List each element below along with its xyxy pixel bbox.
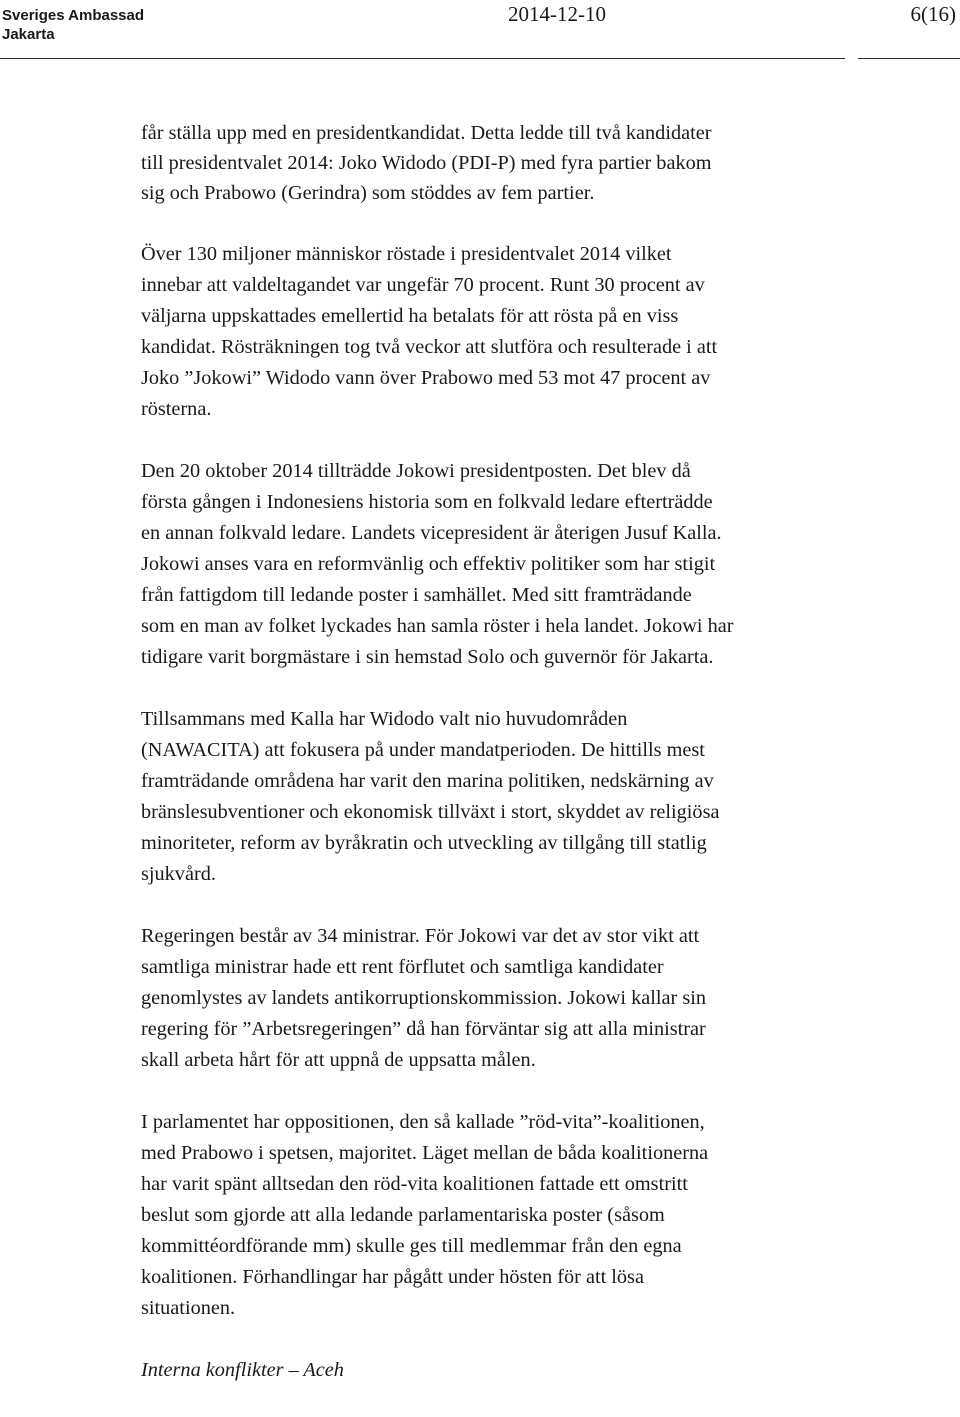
text-line: Jokowi anses vara en reformvänlig och effektiv politiker som har stigit xyxy=(141,553,716,575)
document-date: 2014-12-10 xyxy=(508,2,606,26)
text-line: Den 20 oktober 2014 tillträdde Jokowi presidentposten. Det blev då xyxy=(141,460,691,482)
text-line: genomlystes av landets antikorruptionskommission. Jokowi kallar sin xyxy=(141,987,707,1009)
document-body xyxy=(141,118,846,1417)
text-line: samtliga ministrar hade ett rent förflutet och samtliga kandidater xyxy=(141,956,664,978)
text-line: innebar att valdeltagandet var ungefär 70 procent. Runt 30 procent av xyxy=(141,274,705,296)
text-line: kandidat. Rösträkningen tog två veckor att slutföra och resulterade i att xyxy=(141,336,718,358)
page-number: 6(16) xyxy=(910,2,956,26)
text-line: sig och Prabowo (Gerindra) som stöddes av fem partier. xyxy=(141,182,595,204)
text-line: Joko ”Jokowi” Widodo vann över Prabowo med 53 mot 47 procent av xyxy=(141,367,711,389)
text-line: väljarna uppskattades emellertid ha betalats för att rösta på en viss xyxy=(141,305,679,327)
paragraph-3 xyxy=(141,456,846,673)
header-divider xyxy=(0,58,845,59)
text-line: Regeringen består av 34 ministrar. För Jokowi var det av stor vikt att xyxy=(141,925,700,947)
text-line: får ställa upp med en presidentkandidat. Detta ledde till två kandidater xyxy=(141,122,712,144)
paragraph-6 xyxy=(141,1107,846,1324)
org-name: Sveriges Ambassad xyxy=(2,7,145,24)
sender-organization xyxy=(2,6,144,44)
text-line: koalitionen. Förhandlingar har pågått under hösten för att lösa xyxy=(141,1266,644,1288)
text-line: situationen. xyxy=(141,1297,236,1319)
text-line: skall arbeta hårt för att uppnå de uppsatta målen. xyxy=(141,1049,536,1071)
text-line: från fattigdom till ledande poster i samhället. Med sitt framträdande xyxy=(141,584,692,606)
text-line: framträdande områdena har varit den marina politiken, nedskärning av xyxy=(141,770,714,792)
text-line: en annan folkvald ledare. Landets vicepresident är återigen Jusuf Kalla. xyxy=(141,522,722,544)
paragraph-1 xyxy=(141,118,846,208)
text-line: första gången i Indonesiens historia som en folkvald ledare efterträdde xyxy=(141,491,713,513)
paragraph-4 xyxy=(141,704,846,890)
text-line: har varit spänt alltsedan den röd-vita koalitionen fattade ett omstritt xyxy=(141,1173,688,1195)
text-line: beslut som gjorde att alla ledande parlamentariska poster (såsom xyxy=(141,1204,665,1226)
text-line: kommittéordförande mm) skulle ges till medlemmar från den egna xyxy=(141,1235,682,1257)
text-line: sjukvård. xyxy=(141,863,216,885)
section-heading: Interna konflikter – Aceh xyxy=(141,1359,344,1381)
text-line: minoriteter, reform av byråkratin och utveckling av tillgång till statlig xyxy=(141,832,707,854)
text-line: till presidentvalet 2014: Joko Widodo (PDI-P) med fyra partier bakom xyxy=(141,152,712,174)
text-line: (NAWACITA) att fokusera på under mandatperioden. De hittills mest xyxy=(141,739,705,761)
text-line: I parlamentet har oppositionen, den så kallade ”röd-vita”-koalitionen, xyxy=(141,1111,705,1133)
page-header xyxy=(0,0,960,60)
text-line: regering för ”Arbetsregeringen” då han förväntar sig att alla ministrar xyxy=(141,1018,706,1040)
paragraph-2 xyxy=(141,239,846,425)
text-line: bränslesubventioner och ekonomisk tillväxt i stort, skyddet av religiösa xyxy=(141,801,720,823)
text-line: som en man av folket lyckades han samla röster i hela landet. Jokowi har xyxy=(141,615,734,637)
text-line: rösterna. xyxy=(141,398,212,420)
header-divider-right xyxy=(858,58,960,59)
paragraph-5 xyxy=(141,921,846,1076)
text-line: med Prabowo i spetsen, majoritet. Läget mellan de båda koalitionerna xyxy=(141,1142,709,1164)
text-line: Över 130 miljoner människor röstade i presidentvalet 2014 vilket xyxy=(141,243,672,265)
org-location: Jakarta xyxy=(2,26,55,43)
text-line: tidigare varit borgmästare i sin hemstad Solo och guvernör för Jakarta. xyxy=(141,646,714,668)
text-line: Tillsammans med Kalla har Widodo valt nio huvudområden xyxy=(141,708,628,730)
